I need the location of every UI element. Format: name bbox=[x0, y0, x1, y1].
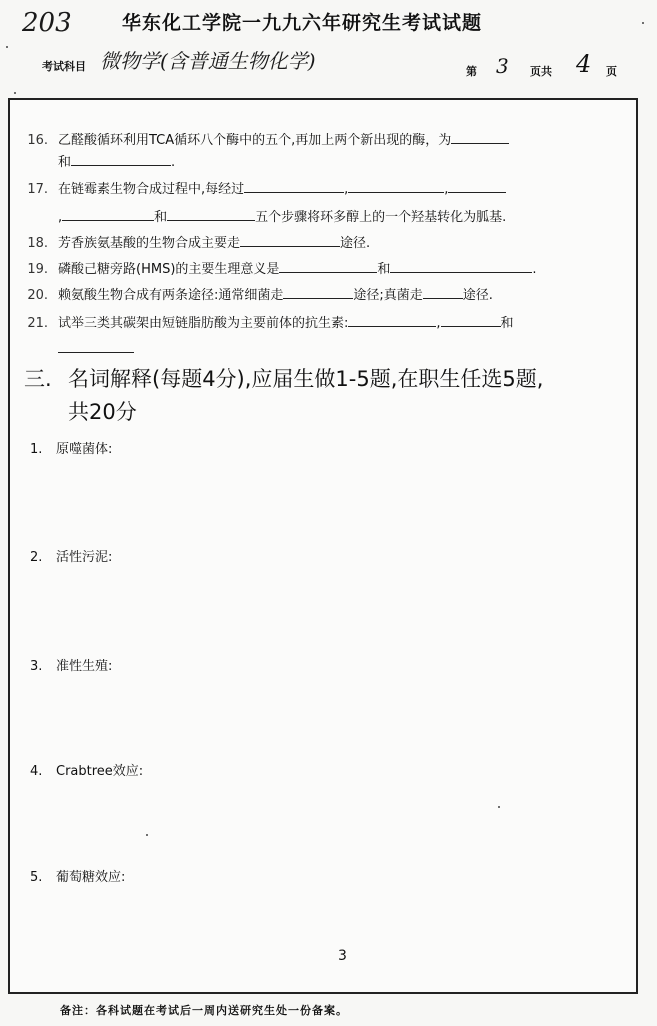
answer-blank bbox=[348, 180, 444, 193]
definition-term: 准性生殖: bbox=[56, 659, 113, 674]
answer-blank bbox=[348, 314, 436, 327]
question-text: 乙醛酸循环利用TCA循环八个酶中的五个,再加上两个新出现的酶，为 bbox=[58, 133, 452, 148]
definition-term: 葡萄糖效应: bbox=[56, 870, 126, 885]
question-16-line2 bbox=[18, 153, 175, 171]
page-total: 4 bbox=[576, 50, 592, 78]
answer-blank bbox=[240, 234, 340, 247]
question-18 bbox=[18, 234, 370, 252]
question-text: 在链霉素生物合成过程中,每经过 bbox=[58, 182, 245, 197]
footer-note: 备注：各科试题在考试后一周内送研究生处一份备案。 bbox=[60, 1004, 348, 1017]
question-number: 17. bbox=[27, 182, 48, 197]
question-text: , bbox=[58, 210, 63, 225]
question-text: 途径. bbox=[462, 288, 493, 303]
definition-item-3 bbox=[30, 655, 112, 674]
question-text: , bbox=[444, 182, 449, 197]
page-number: 3 bbox=[338, 948, 347, 964]
question-number: 18. bbox=[27, 236, 48, 251]
answer-blank bbox=[390, 260, 532, 273]
question-number: 21. bbox=[27, 316, 48, 331]
subject-value: 微物学(含普通生物化学) bbox=[100, 49, 316, 73]
definition-term: Crabtree效应: bbox=[56, 764, 144, 779]
question-text: 赖氨酸生物合成有两条途径:通常细菌走 bbox=[58, 288, 284, 303]
question-16 bbox=[18, 131, 509, 149]
question-text: 和 bbox=[377, 262, 391, 277]
answer-blank bbox=[71, 153, 171, 166]
definition-item-2 bbox=[30, 546, 112, 565]
page-mid: 页共 bbox=[530, 65, 552, 78]
section-number: 三. bbox=[24, 367, 52, 391]
question-20 bbox=[18, 286, 493, 304]
answer-blank bbox=[451, 131, 509, 144]
question-text: 芳香族氨基酸的生物合成主要走 bbox=[58, 236, 241, 251]
question-text: , bbox=[344, 182, 349, 197]
answer-blank bbox=[279, 260, 377, 273]
answer-blank bbox=[283, 286, 353, 299]
question-number: 20. bbox=[27, 288, 48, 303]
question-text: . bbox=[532, 262, 537, 277]
definition-number: 4. bbox=[30, 764, 43, 779]
scan-speck bbox=[146, 834, 148, 836]
page-current: 3 bbox=[496, 54, 509, 78]
question-text: , bbox=[436, 316, 441, 331]
question-text: 途径;真菌走 bbox=[353, 288, 423, 303]
definition-term: 活性污泥: bbox=[56, 550, 113, 565]
question-number: 16. bbox=[27, 133, 48, 148]
question-text: 五个步骤将环多醇上的一个羟基转化为胍基. bbox=[255, 210, 507, 225]
question-text: . bbox=[171, 155, 176, 170]
question-17 bbox=[18, 180, 506, 198]
definition-number: 3. bbox=[30, 659, 43, 674]
scan-speck bbox=[498, 806, 500, 808]
definition-number: 2. bbox=[30, 550, 43, 565]
section-title-line2: 共20分 bbox=[68, 400, 137, 424]
question-text: 和 bbox=[58, 155, 72, 170]
page-title: 华东化工学院一九九六年研究生考试试题 bbox=[122, 12, 483, 34]
question-text: 途径. bbox=[340, 236, 371, 251]
definition-number: 1. bbox=[30, 442, 43, 457]
handwritten-code: 203 bbox=[22, 8, 72, 38]
question-text: 磷酸己糖旁路(HMS)的主要生理意义是 bbox=[58, 262, 280, 277]
definition-item-4 bbox=[30, 760, 143, 779]
definition-number: 5. bbox=[30, 870, 43, 885]
page-suffix: 页 bbox=[606, 65, 617, 78]
definition-term: 原噬菌体: bbox=[56, 442, 113, 457]
definition-item-5 bbox=[30, 866, 125, 885]
page-prefix: 第 bbox=[466, 65, 477, 78]
question-text: 和 bbox=[154, 210, 168, 225]
question-21-line2 bbox=[18, 340, 134, 358]
answer-blank bbox=[423, 286, 463, 299]
answer-blank bbox=[448, 180, 506, 193]
answer-blank bbox=[58, 340, 134, 353]
question-19 bbox=[18, 260, 537, 278]
question-text: 试举三类其碳架由短链脂肪酸为主要前体的抗生素: bbox=[58, 316, 349, 331]
section-heading bbox=[24, 364, 543, 394]
question-number: 19. bbox=[27, 262, 48, 277]
question-21 bbox=[18, 314, 514, 332]
scan-speck bbox=[14, 92, 16, 94]
answer-blank bbox=[62, 208, 154, 221]
subject-label: 考试科目 bbox=[42, 60, 86, 73]
scan-speck bbox=[6, 46, 8, 48]
question-17-line2 bbox=[18, 208, 506, 226]
scan-speck bbox=[642, 22, 644, 24]
answer-blank bbox=[167, 208, 255, 221]
question-text: 和 bbox=[500, 316, 514, 331]
section-title: 名词解释(每题4分),应届生做1-5题,在职生任选5题, bbox=[68, 367, 544, 391]
definition-item-1 bbox=[30, 438, 112, 457]
answer-blank bbox=[441, 314, 501, 327]
answer-blank bbox=[244, 180, 344, 193]
